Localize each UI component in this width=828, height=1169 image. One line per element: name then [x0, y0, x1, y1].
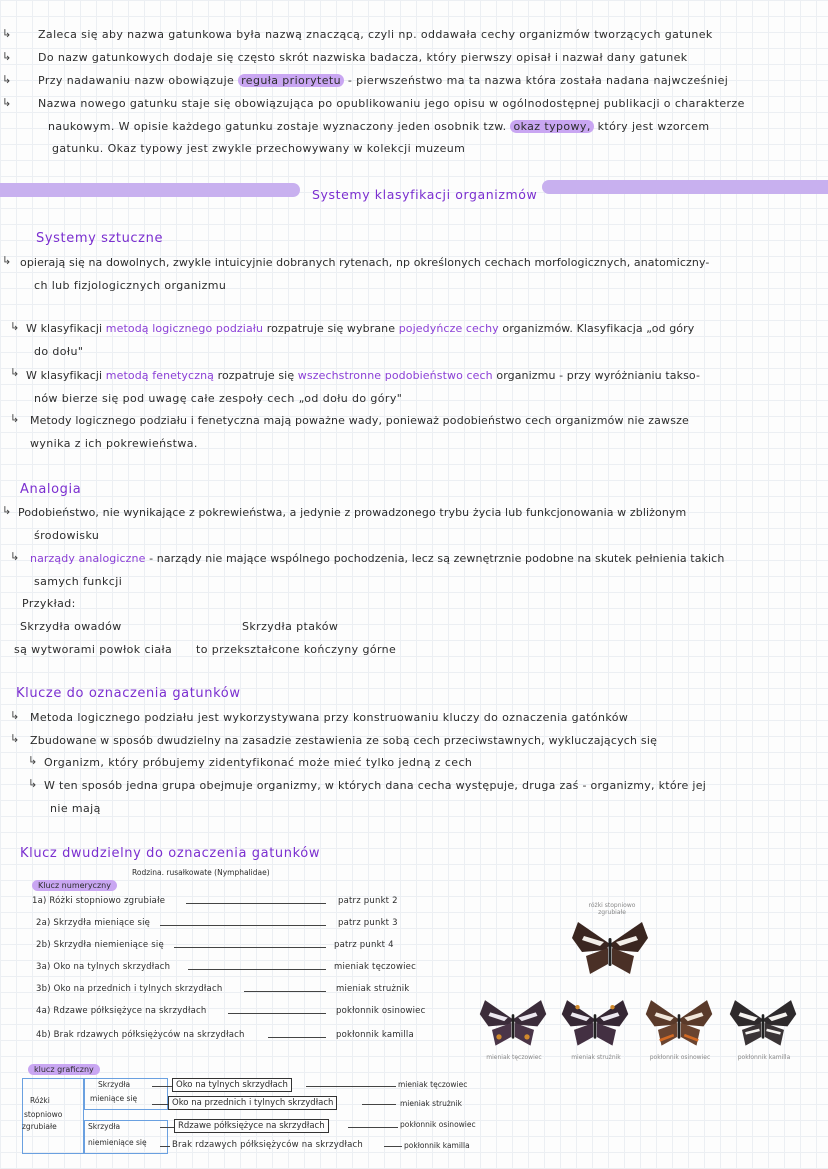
key-question: 2a) Skrzydła mieniące się — [36, 918, 151, 928]
arrow-icon: ↳ — [10, 709, 20, 722]
bullet-text: do dołu" — [34, 345, 84, 358]
key-answer: patrz punkt 4 — [334, 940, 394, 950]
arrow-icon: ↳ — [2, 27, 12, 40]
butterfly-image — [644, 994, 714, 1050]
leaf-box: Oko na tylnych skrzydłach — [172, 1078, 292, 1092]
bullet-text: Podobieństwo, nie wynikające z pokrewieństwa, a jedynie z prowadzonego trybu życia lub funkcjonowania w zbliżonym — [18, 506, 687, 519]
bullet-text — [26, 322, 694, 335]
root-label: stopniowo — [24, 1110, 63, 1119]
butterfly-image — [478, 994, 548, 1050]
leaf-result: pokłonnik kamilla — [404, 1141, 470, 1150]
key-line — [160, 1146, 170, 1147]
text: rozpatruje się wybrane — [266, 322, 396, 335]
banner-bar-left — [0, 183, 300, 197]
key-line — [348, 1127, 398, 1128]
branch-label: Skrzydła — [88, 1122, 121, 1131]
key-term: pojedyńcze cechy — [398, 322, 499, 335]
arrow-icon: ↳ — [2, 50, 12, 63]
bullet-text: Do nazw gatunkowych dodaje się często skrót nazwiska badacza, który pierwszy opisał i nazwał dany gatunek — [38, 51, 688, 64]
key-question: 3b) Oko na przednich i tylnych skrzydłach — [36, 984, 223, 994]
section-heading: Systemy sztuczne — [36, 231, 164, 246]
arrow-icon: ↳ — [28, 754, 38, 767]
bullet-text: W ten sposób jedna grupa obejmuje organizmy, w których dana cecha występuje, druga zaś - organizmy, które jej — [44, 779, 707, 792]
section-heading: Analogia — [20, 482, 82, 497]
key-term: metodą logicznego podziału — [105, 322, 264, 335]
root-label: zgrubiałe — [22, 1122, 57, 1131]
section-heading: Klucze do oznaczenia gatunków — [16, 686, 241, 701]
key-line — [186, 903, 326, 904]
bullet-text: środowisku — [34, 529, 100, 542]
text: W klasyfikacji — [26, 369, 103, 382]
text: - narządy nie mające wspólnego pochodzenia, lecz są zewnętrznie podobne na skutek pełnienia takich — [149, 552, 725, 565]
key-answer: patrz punkt 2 — [338, 896, 398, 906]
key-line — [268, 1037, 326, 1038]
key-line — [152, 1104, 168, 1105]
text: który jest wzorcem — [597, 120, 710, 133]
arrow-icon: ↳ — [2, 73, 12, 86]
family-name: Rodzina. rusałkowate (Nymphalidae) — [132, 868, 270, 877]
branch-label: niemieniące się — [88, 1138, 147, 1147]
key-answer: pokłonnik osinowiec — [336, 1006, 426, 1016]
key-line — [160, 1127, 174, 1128]
butterfly-image — [570, 916, 650, 978]
arrow-icon: ↳ — [10, 366, 20, 379]
bullet-text — [30, 552, 724, 565]
key-line — [174, 947, 326, 948]
bullet-text: wynika z ich pokrewieństwa. — [30, 437, 198, 450]
photo-caption: różki stopniowo zgrubiałe — [588, 902, 636, 916]
bullet-text — [48, 120, 709, 133]
leaf-result: mieniak tęczowiec — [398, 1080, 468, 1089]
highlight-term: okaz typowy, — [510, 120, 593, 133]
bullet-text: Metoda logicznego podziału jest wykorzystywana przy konstruowaniu kluczy do oznaczenia gatónków — [30, 711, 629, 724]
arrow-icon: ↳ — [10, 412, 20, 425]
bullet-text: Nazwa nowego gatunku staje się obowiązująca po opublikowaniu jego opisu w ogólnodostępnej publikacji o charakterze — [38, 97, 745, 110]
bullet-text: Zaleca się aby nazwa gatunkowa była nazwą znaczącą, czyli np. oddawała cechy organizmów tworzących gatunek — [38, 28, 713, 41]
key-term: wszechstronne podobieństwo cech — [297, 369, 493, 382]
photo-caption: pokłonnik osinowiec — [649, 1054, 711, 1061]
key-question: 2b) Skrzydła niemieniące się — [36, 940, 164, 950]
butterfly-image — [560, 994, 630, 1050]
key-question: 4b) Brak rdzawych półksiężyców na skrzydłach — [36, 1030, 245, 1040]
arrow-icon: ↳ — [2, 504, 12, 517]
leaf-box: Rdzawe półksiężyce na skrzydłach — [174, 1119, 329, 1133]
bullet-text: nie mają — [50, 802, 101, 815]
banner-bar-right — [542, 180, 828, 194]
arrow-icon: ↳ — [2, 254, 12, 267]
key-question: 4a) Rdzawe półksiężyce na skrzydłach — [36, 1006, 207, 1016]
bullet-text: gatunku. Okaz typowy jest zwykle przechowywany w kolekcji muzeum — [52, 142, 466, 155]
key-line — [228, 1013, 326, 1014]
example-text: to przekształcone kończyny górne — [196, 643, 397, 656]
root-label: Różki — [30, 1096, 50, 1105]
example-label: Przykład: — [22, 597, 76, 610]
branch-label: mieniące się — [90, 1094, 138, 1103]
bullet-text: samych funkcji — [34, 575, 123, 588]
photo-caption: pokłonnik kamilla — [737, 1054, 791, 1061]
key-label-numeric: Klucz numeryczny — [32, 880, 117, 891]
photo-caption: mieniak strużnik — [571, 1054, 621, 1061]
text: rozpatruje się — [217, 369, 295, 382]
highlight-term: reguła priorytetu — [238, 74, 344, 87]
text: naukowym. W opisie każdego gatunku zostaje wyznaczony jeden osobnik tzw. — [48, 120, 507, 133]
text: W klasyfikacji — [26, 322, 103, 335]
arrow-icon: ↳ — [2, 96, 12, 109]
key-line — [362, 1104, 396, 1105]
key-line — [306, 1086, 396, 1087]
key-answer: patrz punkt 3 — [338, 918, 398, 928]
example-text: Skrzydła ptaków — [242, 620, 339, 633]
leaf-text: Brak rdzawych półksiężyców na skrzydłach — [172, 1140, 364, 1150]
bullet-text — [38, 74, 728, 87]
arrow-icon: ↳ — [10, 732, 20, 745]
bullet-text: Organizm, który próbujemy zidentyfikonać może mieć tylko jedną z cech — [44, 756, 473, 769]
arrow-icon: ↳ — [10, 550, 20, 563]
text: organizmów. Klasyfikacja „od góry — [502, 322, 695, 335]
bullet-text: nów bierze się pod uwagę całe zespoły cech „od dołu do góry" — [34, 392, 403, 405]
key-label-graphic: klucz graficzny — [28, 1064, 100, 1075]
bullet-text: Zbudowane w sposób dwudzielny na zasadzie zestawienia ze sobą cech przeciwstawnych, wykluczających się — [30, 734, 658, 747]
bullet-text: opierają się na dowolnych, zwykle intuicyjnie dobranych rytenach, np określonych cechach morfologicznych, anatomiczny- — [20, 256, 710, 269]
key-line — [244, 991, 326, 992]
leaf-result: mieniak strużnik — [400, 1099, 462, 1108]
butterfly-image — [728, 994, 798, 1050]
key-term: metodą fenetyczną — [105, 369, 214, 382]
bullet-text: Metody logicznego podziału i fenetyczna mają poważne wady, ponieważ podobieństwo cech organizmów nie zawsze — [30, 414, 689, 427]
key-question: 3a) Oko na tylnych skrzydłach — [36, 962, 171, 972]
section-heading: Klucz dwudzielny do oznaczenia gatunków — [20, 846, 321, 861]
key-answer: pokłonnik kamilla — [336, 1030, 414, 1040]
key-line — [188, 969, 326, 970]
text: organizmu - przy wyróżnianiu takso- — [496, 369, 701, 382]
section-title: Systemy klasyfikacji organizmów — [312, 187, 538, 202]
text: - pierwszeństwo ma ta nazwa która została nadana najwcześniej — [347, 74, 729, 87]
example-text: Skrzydła owadów — [20, 620, 122, 633]
arrow-icon: ↳ — [28, 777, 38, 790]
key-answer: mieniak strużnik — [336, 984, 410, 994]
example-text: są wytworami powłok ciała — [14, 643, 173, 656]
key-term: narządy analogiczne — [30, 552, 146, 565]
leaf-result: pokłonnik osinowiec — [400, 1120, 476, 1129]
bullet-text — [26, 369, 700, 382]
branch-label: Skrzydła — [98, 1080, 131, 1089]
key-question: 1a) Różki stopniowo zgrubiałe — [32, 896, 166, 906]
key-line — [160, 925, 326, 926]
leaf-box: Oko na przednich i tylnych skrzydłach — [168, 1096, 337, 1110]
key-answer: mieniak tęczowiec — [334, 962, 416, 972]
bullet-text: ch lub fizjologicznych organizmu — [34, 279, 227, 292]
photo-caption: mieniak tęczowiec — [486, 1054, 542, 1061]
arrow-icon: ↳ — [10, 320, 20, 333]
text: Przy nadawaniu nazw obowiązuje — [38, 74, 235, 87]
key-line — [384, 1146, 402, 1147]
key-line — [152, 1086, 172, 1087]
